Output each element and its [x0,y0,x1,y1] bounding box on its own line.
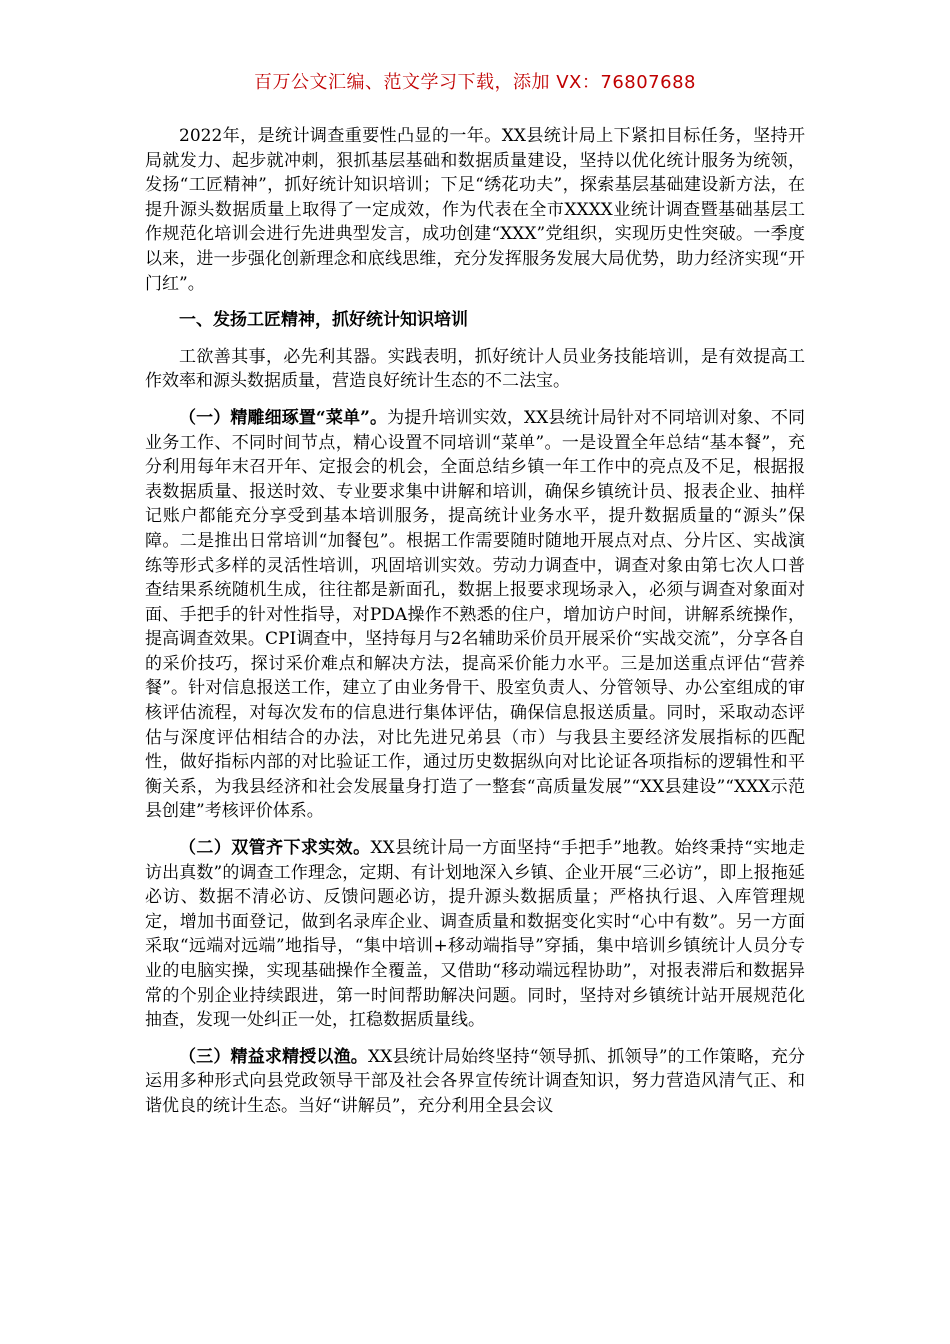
item-lead-1: （一）精雕细琢置“菜单”。 [179,407,388,428]
item-lead-3: （三）精益求精授以渔。 [179,1046,368,1067]
document-body [145,124,805,1119]
item-paragraph-1 [145,406,805,824]
item-lead-2: （二）双管齐下求实效。 [179,838,371,859]
section-heading: 一、发扬工匠精神，抓好统计知识培训 [179,310,468,331]
item-body-3: XX县统计局始终坚持“领导抓、抓领导”的工作策略，充分运用多种形式向县党政领导干部及社会各界宣传统计调查知识，努力营造风清气正、和谐优良的统计生态。当好“讲解员”，充分利用全县会议 [145,1046,806,1116]
item-body-2: XX县统计局一方面坚持“手把手”地教。始终秉持“实地走访出真数”的调查工作理念，定期、有计划地深入乡镇、企业开展“三必访”，即上报拖延必访、数据不清必访、反馈问题必访，提升源头数据质量；严格执行退、入库管理规定，增加书面登记，做到名录库企业、调查质量和数据变化实时“心中有数”。另一方面采取“远端对远端”地指导，“集中培训+移动端指导”穿插，集中培训乡镇统计人员分专业的电脑实操，实现基础操作全覆盖，又借助“移动端远程协助”，对报表滞后和数据异常的个别企业持续跟进，第一时间帮助解决问题。同时，坚持对乡镇统计站开展规范化抽查，发现一处纠正一处，扛稳数据质量线。 [145,838,805,1031]
watermark-header: 百万公文汇编、范文学习下载，添加 VX：76807688 [254,72,696,93]
item-body-1: 为提升培训实效，XX县统计局针对不同培训对象、不同业务工作、不同时间节点，精心设置不同培训“菜单”。一是设置全年总结“基本餐”，充分利用每年末召开年、定报会的机会，全面总结乡镇一年工作中的亮点及不足，根据报表数据质量、报送时效、专业要求集中讲解和培训，确保乡镇统计员、报表企业、抽样记账户都能充分享受到基本培训服务，提高统计业务水平，提升数据质量的“源头”保障。二是推出日常培训“加餐包”。根据工作需要随时随地开展点对点、分片区、实战演练等形式多样的灵活性培训，巩固培训实效。劳动力调查中，调查对象由第七次人口普查结果系统随机生成，往往都是新面孔，数据上报要求现场录入，必须与调查对象面对面、手把手的针对性指导，对PDA操作不熟悉的住户，增加访户时间，讲解系统操作，提高调查效果。CPI调查中，坚持每月与2名辅助采价员开展采价“实战交流”，分享各自的采价技巧，探讨采价难点和解决方法，提高采价能力水平。三是加送重点评估“营养餐”。针对信息报送工作，建立了由业务骨干、股室负责人、分管领导、办公室组成的审核评估流程，对每次发布的信息进行集体评估，确保信息报送质量。同时，采取动态评估与深度评估相结合的办法，对比先进兄弟县（市）与我县主要经济发展指标的匹配性，做好指标内部的对比验证工作，通过历史数据纵向对比论证各项指标的逻辑性和平衡关系，为我县经济和社会发展量身打造了一整套“高质量发展”“XX县建设”“XXX示范县创建”考核评价体系。 [145,407,805,822]
section-intro-paragraph: 工欲善其事，必先利其器。实践表明，抓好统计人员业务技能培训，是有效提高工作效率和源头数据质量，营造良好统计生态的不二法宝。 [145,346,805,392]
item-paragraph-3 [145,1045,805,1119]
item-paragraph-2 [145,836,805,1033]
intro-paragraph: 2022年，是统计调查重要性凸显的一年。XX县统计局上下紧扣目标任务，坚持开局就发力、起步就冲刺，狠抓基层基础和数据质量建设，坚持以优化统计服务为统领，发扬“工匠精神”，抓好统计知识培训；下足“绣花功夫”，探索基层基础建设新方法，在提升源头数据质量上取得了一定成效，作为代表在全市XXXX业统计调查暨基础基层工作规范化培训会进行先进典型发言，成功创建“XXX”党组织，实现历史性突破。一季度以来，进一步强化创新理念和底线思维，充分发挥服务发展大局优势，助力经济实现“开门红”。 [145,126,805,294]
